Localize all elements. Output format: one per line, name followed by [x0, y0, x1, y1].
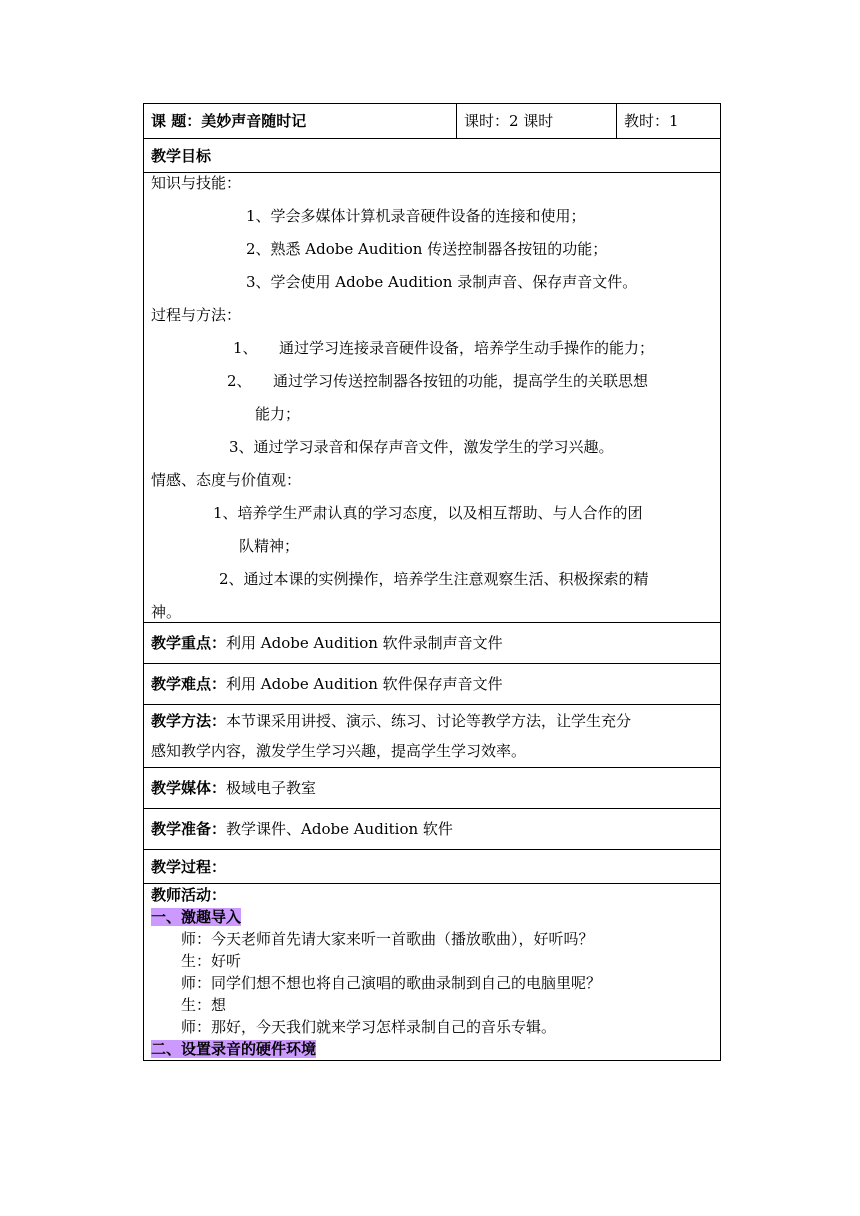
process-item — [151, 338, 713, 371]
dialogue-line: 生：想 — [181, 996, 227, 1014]
media-row — [144, 768, 721, 809]
key-point-text: 利用 Adobe Audition 软件录制声音文件 — [226, 634, 503, 652]
dialogue-line: 生：好听 — [181, 952, 242, 970]
difficulty-label: 教学难点： — [151, 675, 227, 693]
knowledge-item: 1、学会多媒体计算机录音硬件设备的连接和使用； — [246, 207, 586, 225]
method-cell — [144, 705, 721, 768]
process-item-number: 1、 — [233, 339, 258, 357]
knowledge-item: 3、学会使用 Adobe Audition 录制声音、保存声音文件。 — [246, 273, 638, 291]
process-item-continuation: 能力； — [255, 405, 301, 423]
process-item-text: 通过学习连接录音硬件设备，培养学生动手操作的能力； — [279, 339, 655, 357]
key-point-label: 教学重点： — [151, 634, 227, 652]
emotion-item-continuation: 神。 — [151, 603, 182, 621]
goals-row — [144, 173, 721, 623]
section-heading — [151, 1038, 713, 1060]
hours-cell: 课时：2 课时 — [457, 104, 617, 139]
prep-cell — [144, 809, 721, 850]
process-label-row — [144, 850, 721, 884]
header-row — [144, 104, 721, 139]
knowledge-item: 2、熟悉 Adobe Audition 传送控制器各按钮的功能； — [246, 240, 608, 258]
dialogue-line: 师：今天老师首先请大家来听一首歌曲（播放歌曲），好听吗？ — [181, 930, 594, 948]
activity-title: 教师活动： — [151, 886, 227, 904]
topic-cell: 课 题：美妙声音随时记 — [144, 104, 457, 139]
difficulty-cell — [144, 664, 721, 705]
section-heading — [151, 906, 713, 928]
activity-row — [144, 884, 721, 1061]
difficulty-row — [144, 664, 721, 705]
media-label: 教学媒体： — [151, 779, 227, 797]
goals-title: 教学目标 — [144, 139, 721, 173]
key-point-row — [144, 623, 721, 664]
process-title: 过程与方法： — [151, 306, 242, 324]
section-heading-text: 二、设置录音的硬件环境 — [151, 1040, 317, 1058]
method-continuation: 感知教学内容，激发学生学习兴趣，提高学生学习效率。 — [151, 742, 527, 760]
dialogue-line: 师：那好，今天我们就来学习怎样录制自己的音乐专辑。 — [181, 1018, 557, 1036]
emotion-item: 1、培养学生严肃认真的学习态度，以及相互帮助、与人合作的团 — [213, 504, 643, 522]
emotion-title: 情感、态度与价值观： — [151, 471, 302, 489]
method-row — [144, 705, 721, 768]
prep-label: 教学准备： — [151, 820, 227, 838]
process-item — [151, 371, 713, 404]
emotion-item-continuation: 队精神； — [239, 537, 300, 555]
section-heading-text: 一、激趣导入 — [151, 908, 242, 926]
process-item-text: 通过学习传送控制器各按钮的功能，提高学生的关联思想 — [273, 372, 649, 390]
prep-text: 教学课件、Adobe Audition 软件 — [226, 820, 453, 838]
prep-row — [144, 809, 721, 850]
key-point-cell — [144, 623, 721, 664]
goals-cell — [144, 173, 721, 623]
method-label: 教学方法： — [151, 712, 227, 730]
emotion-item: 2、通过本课的实例操作，培养学生注意观察生活、积极探索的精 — [219, 570, 649, 588]
media-cell — [144, 768, 721, 809]
difficulty-text: 利用 Adobe Audition 软件保存声音文件 — [226, 675, 503, 693]
goals-title-row — [144, 139, 721, 173]
method-text: 本节课采用讲授、演示、练习、讨论等教学方法，让学生充分 — [226, 712, 632, 730]
knowledge-title: 知识与技能： — [151, 174, 242, 192]
media-text: 极域电子教室 — [226, 779, 317, 797]
process-item: 3、通过学习录音和保存声音文件，激发学生的学习兴趣。 — [229, 438, 614, 456]
method-line — [151, 706, 713, 736]
process-label: 教学过程： — [144, 850, 721, 884]
activity-cell — [144, 884, 721, 1061]
lesson-plan-table — [143, 103, 721, 1061]
teacher-cell: 教时：1 — [617, 104, 721, 139]
lesson-plan-sheet — [143, 103, 720, 1061]
process-item-number: 2、 — [227, 372, 252, 390]
dialogue-line: 师：同学们想不想也将自己演唱的歌曲录制到自己的电脑里呢？ — [181, 974, 602, 992]
